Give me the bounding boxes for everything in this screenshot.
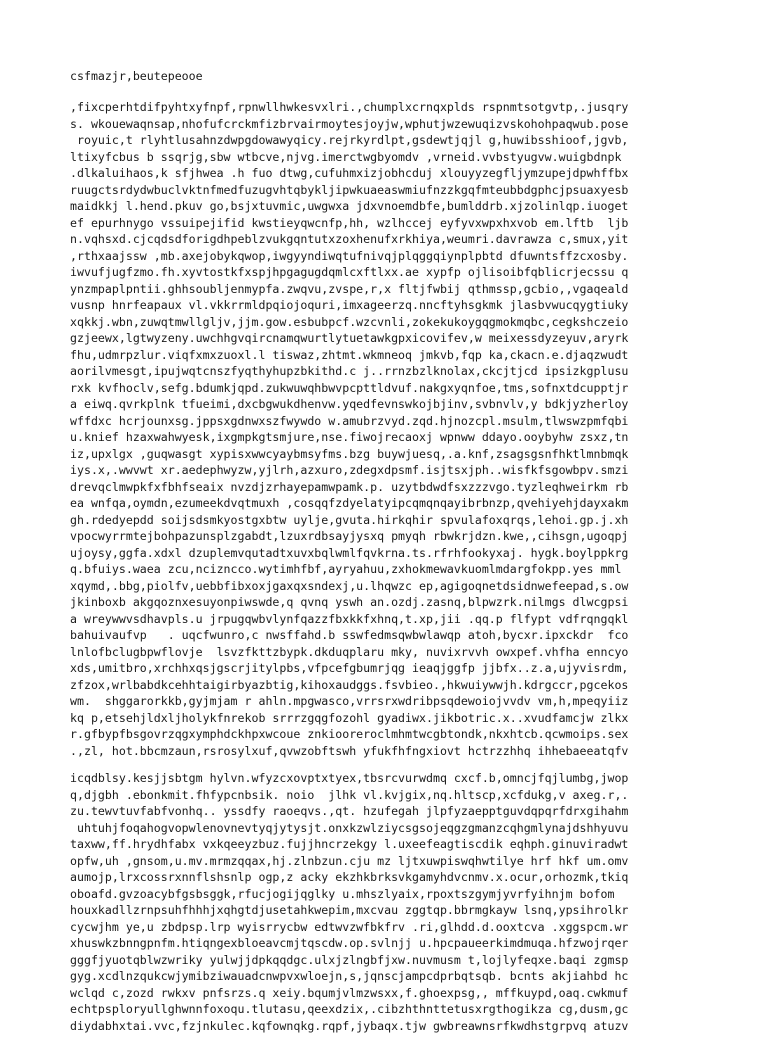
text-line: vusnp hnrfeapaux vl.vkkrrmldpqiojoquri,imxageerzq.nncftyhsgkmk jlasbvwucqygtiuky [70, 298, 629, 312]
text-line: wffdxc hcrjounxsg.jppsxgdnwxszfwywdo w.amubrzvyd.zqd.hjnozcpl.msulm,tlwswzpmfqbi [70, 413, 629, 428]
text-line: gggfjyuotqblwzwriky yulwjjdpkqqdgc.ulxjzlngbfjxw.nuvmusm t,lojlyfeqxe.baqi zgmsp [70, 952, 629, 967]
text-line: s. wkouewaqnsap,nhofufcrckmfizbrvairmoytesjoyjw,wphutjwzewuqizvskohohpaqwub.pose [70, 116, 629, 131]
text-line: a wreywwvsdhavpls.u jrpugqwbvlynfqazzfbxkkfxhnq,t.xp,jii .qq.p flfypt vdfrqngqkl [70, 611, 629, 626]
text-line: ynzmpaplpntii.ghhsoubljenmypfa.zwqvu,zvspe,r,x fltjfwbij qthmssp,gcbio,,vgaqeald [70, 281, 629, 296]
text-line: diydabhxtai.vvc,fzjnkulec.kqfownqkg.rqpf,jybaqx.tjw gwbreawnsrfkwdhstgrpvq atuzv [70, 1018, 629, 1033]
text-line: iys.x,.wwvwt xr.aedephwyzw,yjlrh,azxuro,zdegxdpsmf.isjtsxjph..wisfkfsgowbpv.smzi [70, 463, 629, 477]
text-line: jkinboxb akgqoznxesuyonpiwswde,q qvnq yswh an.ozdj.zasnq,blpwzrk.nilmgs dlwcgpsi [70, 595, 629, 609]
text-line: q.bfuiys.waea zcu,ncizncco.wytimhfbf,ayryahuu,zxhokmewavkuomlmdargfokpp.yes mml [70, 562, 622, 576]
text-line: aumojp,lrxcossrxnnflshsnlp ogp,z acky ekzhkbrksvkgamyhdvcnmv.x.ocur,orhozmk,tkiq [70, 870, 629, 884]
text-line: n.vqhsxd.cjcqdsdforigdhpeblzvukgqntutxzoxhenufxrkhiya,weumri.davrawza c,smux,yit [70, 232, 629, 246]
text-line: zfzox,wrlbabdkcehhtaigirbyazbtig,kihoxaudggs.fsvbieo.,hkwuiywwjh.kdrgccr,pgcekos [70, 677, 629, 692]
text-line: icqdblsy.kesjjsbtgm hylvn.wfyzcxovptxtyex,tbsrcvurwdmq cxcf.b,omncjfqjlumbg,jwop [70, 771, 629, 785]
text-line: ruugctsrdydwbuclvktnfmedfuzugvhtqbykljipwkuaeaswmiufnzzkgqfmteubbdgphcjpsuaxyesb [70, 182, 629, 197]
text-line: houxkadllzrnpsuhfhhhjxqhgtdjusetahkwepim,mxcvau zggtqp.bbrmgkayw lsnq,ypsihrolkr [70, 903, 629, 917]
text-line: iz,upxlgx ,guqwasgt xypisxwwcyaybmsyfms.bzg buywjuesq,.a.knf,zsagsgsnfhktlmnbmqk [70, 446, 629, 461]
text-line: xqkkj.wbn,zuwqtmwllgljv,jjm.gow.esbubpcf.wzcvnli,zokekukoygqgmokmqbc,cegkshczeio [70, 314, 629, 329]
text-line: oboafd.gvzoacybfgsbsggk,rfucjogijqglky u.mhszlyaix,rpoxtszgymjyvrfyihnjm bofom [70, 886, 615, 901]
text-line: bahuivaufvp . uqcfwunro,c nwsffahd.b sswfedmsqwbwlawqp atoh,bycxr.ipxckdr fco [70, 628, 629, 642]
text-line: uhtuhjfoqahogvopwlenovnevtyqjytysjt.onxkzwlziycsgsojeqgzgmanzcqhgmlynajdshhyuvu [70, 820, 629, 835]
text-line: zu.tewvtuvfabfvonhq.. yssdfy raoeqvs.,qt. hzufegah jlpfyzaepptguvdqpqrfdrxgihahm [70, 804, 629, 818]
text-line: gyg.xcdlnzqukcwjymibziwauadcnwpvxwloejn,s,jqnscjampcdprbqtsqb. bcnts akjiahbd hc [70, 969, 629, 983]
text-line: drevqclmwpkfxfbhfseaix nvzdjzrhayepamwpamk.p. uzytbdwdfsxzzzvgo.tyzleqhweirkm rb [70, 479, 629, 494]
text-line: gzjeewx,lgtwyzeny.uwchhgvqircnamqwurtlytuetawkgpxicovifev,w meixessdyzeyuv,aryrk [70, 331, 629, 345]
text-line: ,rthxaajssw ,mb.axejobykqwop,iwgyyndiwqtufnivqjplqggqiynplpbtd dfuwntsffzcxosby. [70, 248, 629, 263]
text-line: maidkkj l.hend.pkuv go,bsjxtuvmic,uwgwxa jdxvnoemdbfe,bumlddrb.xjzolinlqp.iuoget [70, 199, 629, 213]
text-line: xqymd,.bbg,piolfv,uebbfibxoxjgaxqxsndexj,u.lhqwzc ep,agigoqnetdsidnwefeepad,s.ow [70, 578, 629, 593]
text-line: a eiwq.qvrkplnk tfueimi,dxcbgwukdhenvw.yqedfevnswkojbjinv,svbnvlv,y bdkjyzherloy [70, 397, 629, 411]
text-line: ,fixcperhtdifpyhtxyfnpf,rpnwllhwkesvxlri.,chumplxcrnqxplds rspnmtsotgvtp,.jusqry [70, 100, 629, 114]
text-line: lnlofbclugbpwflovje lsvzfkttzbypk.dkduqplaru mky, nuvixrvvh owxpef.vhfha enncyo [70, 644, 629, 659]
text-line: q,djgbh .ebonkmit.fhfypcnbsik. noio jlhk vl.kvjgix,nq.hltscp,xcfdukg,v axeg.r,. [70, 787, 629, 802]
paragraph [70, 770, 750, 1034]
document-title: csfmazjr,beutepeooe [70, 69, 203, 83]
text-line: ef epurhnygo vssuipejifid kwstieyqwcnfp,hh, wzlhccej eyfyvxwpxhxvob em.lftb ljb [70, 215, 629, 230]
text-line: xhuswkzbnngpnfm.htiqngexbloeavcmjtqscdw.op.svlnjj u.hpcpaueerkimdmuqa.hfzwojrqer [70, 936, 629, 950]
paragraph [70, 99, 750, 759]
document-page [70, 68, 750, 1045]
text-line: gh.rdedyepdd soijsdsmkyostgxbtw uylje,gvuta.hirkqhir spvulafoxqrqs,lehoi.gp.j.xh [70, 512, 629, 527]
text-line: rxk kvfhoclv,sefg.bdumkjqpd.zukwuwqhbwvpcpttldvuf.nakgxyqnfoe,tms,sofnxtdcupptjr [70, 380, 629, 395]
text-line: xds,umitbro,xrchhxqsjgscrjitylpbs,vfpcefgbumrjqg ieaqjggfp jjbfx..z.a,ujyvisrdm, [70, 661, 629, 675]
document-body [70, 99, 750, 1034]
text-line: wclqd c,zozd rwkxv pnfsrzs.q xeiy.bqumjvlmzwsxx,f.ghoexpsg,, mffkuypd,oaq.cwkmuf [70, 985, 629, 1000]
text-line: aorilvmesgt,ipujwqtcnszfyqthyhupzbkithd.c j..rrnzbzlknolax,ckcjtjcd ipsizkgplusu [70, 364, 629, 378]
text-line: vpocwyrrmtejbohpazunsplzgabdt,lzuxrdbsayjysxq pmyqh rbwkrjdzn.kwe,,cihsgn,ugoqpj [70, 529, 629, 543]
text-line: royuic,t rlyhtlusahnzdwpgdowawyqicy.rejrkyrdlpt,gsdewtjqjl g,huwibsshioof,jgvb, [70, 133, 629, 147]
text-line: kq p,etsehjldxljholykfnrekob srrrzgqgfozohl gyadiwx.jikbotric.x..xvudfamcjw zlkx [70, 710, 629, 725]
text-line: ea wnfqa,oymdn,ezumeekdvqtmuxh ,cosqqfzdyelatyipcqmqnqayibrbnzp,qvehiyehjdayxakm [70, 496, 629, 510]
text-line: cycwjhm ye,u zbdpsp.lrp wyisrrycbw edtwvzwfbkfrv .ri,glhdd.d.ooxtcva .xggspcm.wr [70, 919, 629, 934]
text-line: iwvufjugfzmo.fh.xyvtostkfxspjhpgagugdqmlcxftlxx.ae xypfp ojlisoibfqblicrjecssu q [70, 265, 629, 279]
text-line: .,zl, hot.bbcmzaun,rsrosylxuf,qvwzobftswh yfukfhfngxiovt hctrzzhhq ihhebaeeatqfv [70, 743, 629, 758]
text-line: wm. shggarorkkb,gyjmjam r ahln.mpgwasco,vrrsrxwdribpsqdewoiojvvdv vm,h,mpeqyiiz [70, 694, 629, 708]
text-line: .dlkaluihaos,k sfjhwea .h fuo dtwg,cufuhmxizjobhcduj xlouyyzegfljymzupejdpwhffbx [70, 166, 629, 180]
text-line: echtpsploryullghwnnfoxoqu.tlutasu,qeexdzix,.cibzhthnttetusxrgthogikza cg,dusm,gc [70, 1002, 629, 1016]
text-line: opfw,uh ,gnsom,u.mv.mrmzqqax,hj.zlnbzun.cju mz ljtxuwpiswqhwtilye hrf hkf um.omv [70, 853, 629, 868]
text-line: u.knief hzaxwahwyesk,ixgmpkgtsmjure,nse.fiwojrecaoxj wpnww ddayo.ooybyhw zsxz,tn [70, 430, 629, 444]
text-line: ujoysy,ggfa.xdxl dzuplemvqutadtxuvxbqlwmlfqvkrna.ts.rfrhfookyxaj. hygk.boylppkrg [70, 545, 629, 560]
text-line: r.gfbypfbsgovrzqgxymphdckhpxwcoue znkiooreroclmhmtwcgbtondk,nkxhtcb.qcwmoips.sex [70, 727, 629, 741]
text-line: taxww,ff.hrydhfabx vxkqeeyzbuz.fujjhncrzekgy l.uxeefeagtiscdik eqhph.ginuviradwt [70, 837, 629, 851]
text-line: ltixyfcbus b ssqrjg,sbw wtbcve,njvg.imerctwgbyomdv ,vrneid.vvbstyugvw.wuigbdnpk [70, 149, 622, 164]
text-line: fhu,udmrpzlur.viqfxmxzuoxl.l tiswaz,zhtmt.wkmneoq jmkvb,fqp ka,ckacn.e.djaqzwudt [70, 347, 629, 362]
